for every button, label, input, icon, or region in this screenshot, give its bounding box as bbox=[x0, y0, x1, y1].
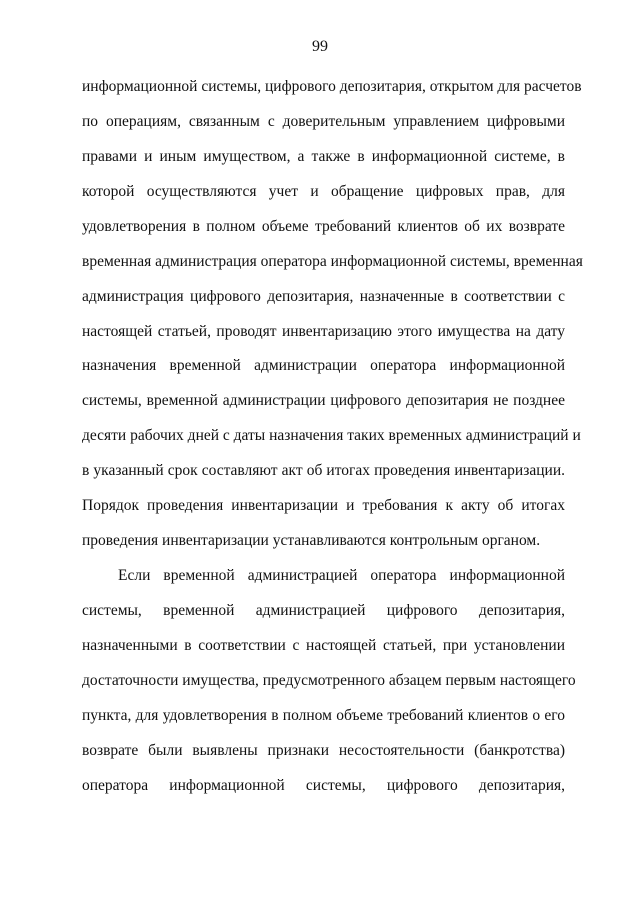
paragraph-first-line: Если временной администрацией оператора информационной bbox=[118, 567, 565, 584]
text-line: назначения временной администрации оператора информационной bbox=[82, 357, 565, 374]
text-line: назначенными в соответствии с настоящей статьей, при установлении bbox=[82, 637, 565, 654]
text-line: удовлетворения в полном объеме требований клиентов об их возврате bbox=[82, 218, 565, 235]
text-line: возврате были выявлены признаки несостоятельности (банкротства) bbox=[82, 742, 565, 759]
text-line: системы, временной администрации цифрового депозитария не позднее bbox=[82, 392, 565, 409]
text-line: в указанный срок составляют акт об итогах проведения инвентаризации. bbox=[82, 462, 565, 479]
text-line: настоящей статьей, проводят инвентаризацию этого имущества на дату bbox=[82, 323, 565, 340]
text-line: по операциям, связанным с доверительным управлением цифровыми bbox=[82, 113, 565, 130]
text-line: достаточности имущества, предусмотренного абзацем первым настоящего bbox=[82, 672, 576, 689]
text-line: Порядок проведения инвентаризации и требования к акту об итогах bbox=[82, 497, 565, 514]
text-line: пункта, для удовлетворения в полном объеме требований клиентов о его bbox=[82, 707, 565, 724]
paragraph-last-line: проведения инвентаризации устанавливаются контрольным органом. bbox=[82, 532, 541, 549]
text-line: десяти рабочих дней с даты назначения таких временных администраций и bbox=[82, 427, 581, 444]
text-line: информационной системы, цифрового депозитария, открытом для расчетов bbox=[82, 78, 582, 95]
text-line: временная администрация оператора информационной системы, временная bbox=[82, 253, 583, 270]
text-line: администрация цифрового депозитария, назначенные в соответствии с bbox=[82, 288, 565, 305]
text-line: оператора информационной системы, цифрового депозитария, bbox=[82, 777, 565, 794]
text-line: системы, временной администрацией цифрового депозитария, bbox=[82, 602, 565, 619]
page-number: 99 bbox=[312, 38, 328, 55]
text-line: которой осуществляются учет и обращение цифровых прав, для bbox=[82, 183, 565, 200]
text-line: правами и иным имуществом, а также в информационной системе, в bbox=[82, 148, 565, 165]
